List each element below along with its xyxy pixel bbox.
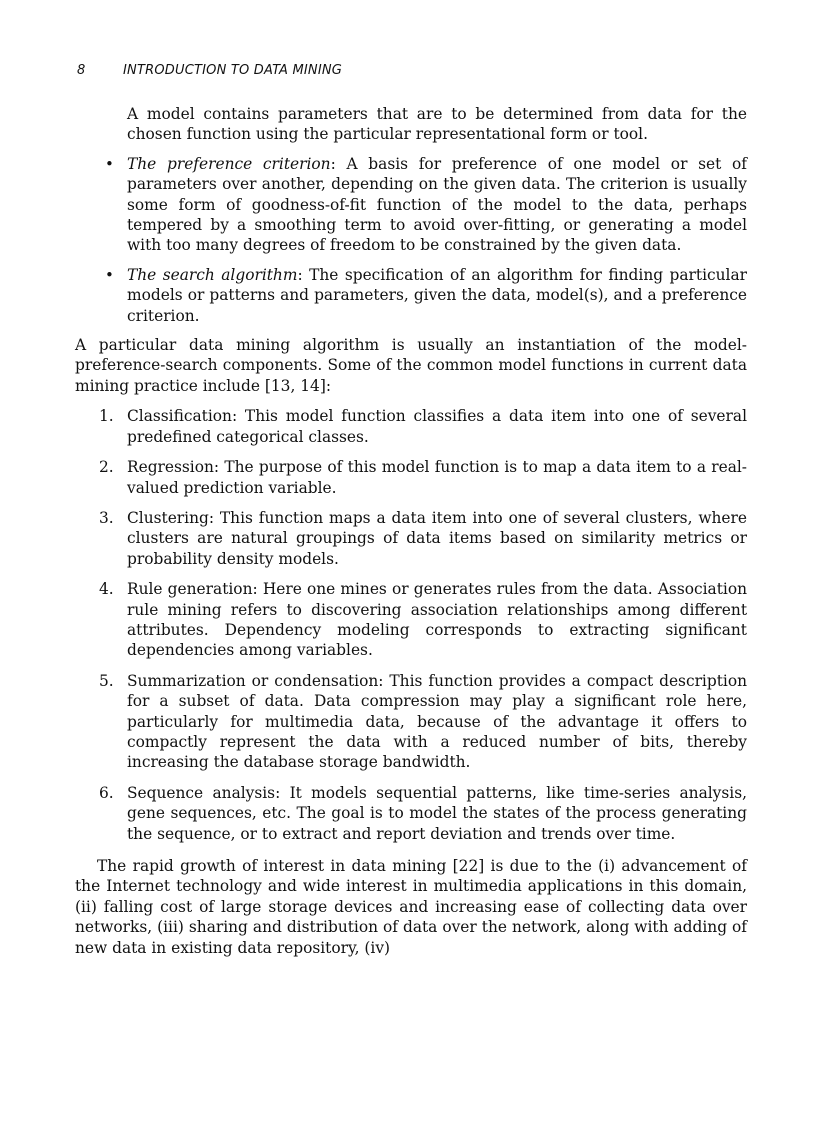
list-item-number: 5.	[99, 671, 114, 690]
list-item-number: 3.	[99, 508, 114, 527]
page-number: 8	[77, 63, 86, 78]
bullet-item-preference-criterion	[75, 154, 747, 256]
list-item-text: Summarization or condensation: This function provides a compact description for a subset of data. Data compression may play a significant role here, particularly for multimedia data, because of the advantage it offers to compactly represent the data with a reduced number of bits, thereby increasing the database storage bandwidth.	[127, 671, 747, 772]
book-page	[75, 62, 747, 958]
bullet-text: : The specification of an algorithm for finding particular models or patterns and parameters, given the data, model(s), and a preference criterion.	[127, 265, 748, 325]
list-item-text: Sequence analysis: It models sequential patterns, like time-series analysis, gene sequences, etc. The goal is to model the states of the process generating the sequence, or to extract and report deviation and trends over time.	[127, 783, 747, 843]
page-body	[75, 104, 747, 958]
bullet-icon: •	[105, 154, 114, 173]
list-item-number: 4.	[99, 580, 114, 599]
list-item	[75, 457, 747, 498]
paragraph-model-functions: A particular data mining algorithm is usually an instantiation of the model-preference-search components. Some of the common model functions in current data mining practice include [13, 14]:	[75, 336, 747, 395]
bullet-text: : A basis for preference of one model or set of parameters over another, depending on the given data. The criterion is usually some form of goodness-of-fit function of the model to the data, perhaps tempered by a smoothing term to avoid over-fitting, or generating a model with too many degrees of freedom to be constrained by the given data.	[127, 154, 747, 255]
running-title: INTRODUCTION TO DATA MINING	[123, 63, 343, 78]
list-item-text: Regression: The purpose of this model function is to map a data item to a real-valued prediction variable.	[127, 458, 747, 497]
list-item	[75, 508, 747, 569]
list-item	[75, 406, 747, 447]
running-header	[75, 62, 747, 80]
component-bullet-list	[75, 154, 747, 326]
list-item-text: Clustering: This function maps a data item into one of several clusters, where clusters are natural groupings of data items based on similarity metrics or probability density models.	[127, 508, 747, 568]
paragraph-growth-of-interest: The rapid growth of interest in data mining [22] is due to the (i) advancement of the Internet technology and wide interest in multimedia applications in this domain, (ii) falling cost of large storage devices and increasing ease of collecting data over networks, (iii) sharing and distribution of data over the network, along with adding of new data in existing data repository, (iv)	[75, 857, 747, 957]
list-item-text: Classification: This model function classifies a data item into one of several predefined categorical classes.	[127, 407, 747, 446]
list-item-text: Rule generation: Here one mines or generates rules from the data. Association rule mining refers to discovering association relationships among different attributes. Dependency modeling corresponds to extracting significant dependencies among variables.	[127, 580, 747, 660]
list-item-number: 1.	[99, 407, 114, 426]
list-item	[75, 783, 747, 844]
bullet-term: The search algorithm	[127, 265, 298, 284]
list-item-number: 2.	[99, 458, 114, 477]
bullet-term: The preference criterion	[127, 154, 331, 173]
list-item-number: 6.	[99, 783, 114, 802]
list-item	[75, 671, 747, 773]
bullet-item-search-algorithm	[75, 265, 747, 326]
bullet-icon: •	[105, 265, 114, 284]
intro-continuation: A model contains parameters that are to be determined from data for the chosen function using the particular representational form or tool.	[127, 105, 747, 144]
model-function-list	[75, 406, 747, 844]
list-item	[75, 579, 747, 661]
